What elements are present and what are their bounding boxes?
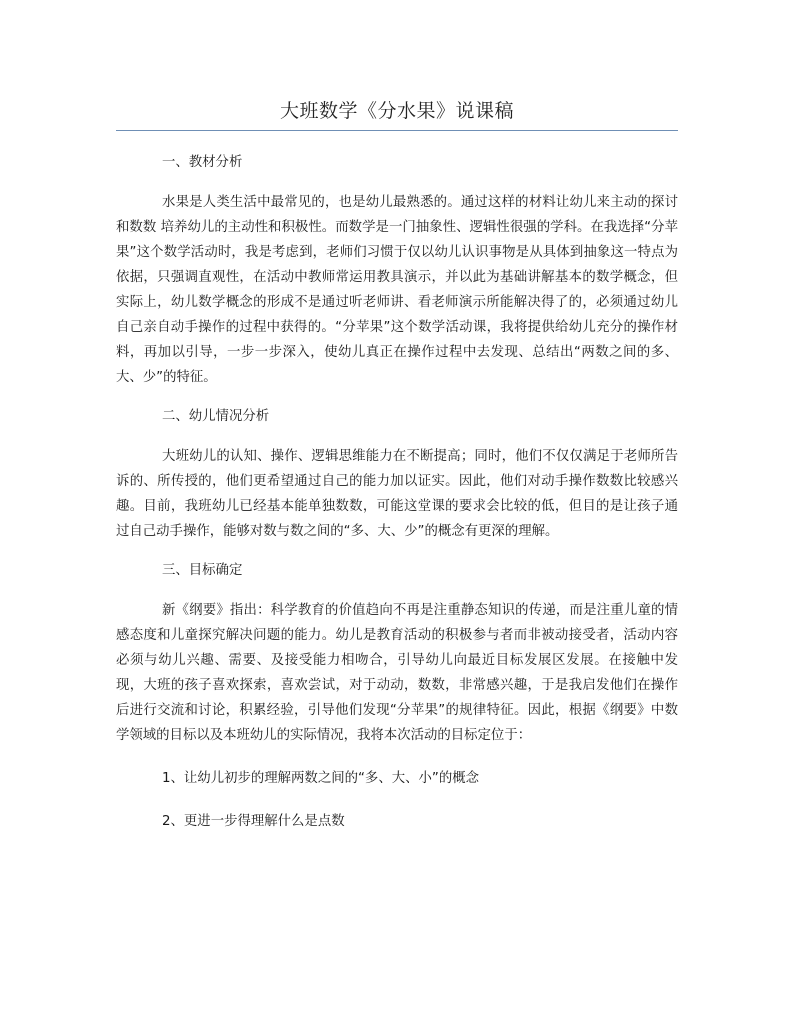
section-paragraph-child-analysis: 大班幼儿的认知、操作、逻辑思维能力在不断提高；同时，他们不仅仅满足于老师所告诉的、所传授的，他们更希望通过自己的能力加以证实。因此，他们对动手操作数数比较感兴趣。目前，我班幼儿已经基本能单独数数，可能这堂课的要求会比较的低，但目的是让孩子通过自己动手操作，能够对数与数之间的“多、大、少”的概念有更深的理解。 [116, 449, 678, 539]
spacer [116, 791, 678, 809]
document-body [116, 150, 678, 834]
section-heading-child-analysis: 二、幼儿情况分析 [162, 409, 270, 424]
section-paragraph-goal-setting: 新《纲要》指出：科学教育的价值趋向不再是注重静态知识的传递，而是注重儿童的情感态度和儿童探究解决问题的能力。幼儿是教育活动的积极参与者而非被动接受者，活动内容必须与幼儿兴趣、需要、及接受能力相吻合，引导幼儿向最近目标发展区发展。在接触中发现，大班的孩子喜欢探索，喜欢尝试，对于动动，数数，非常感兴趣，于是我启发他们在操作后进行交流和讨论，积累经验，引导他们发现“分苹果”的规律特征。因此，根据《纲要》中数学领域的目标以及本班幼儿的实际情况，我将本次活动的目标定位于： [116, 603, 678, 743]
section-heading-goal-setting: 三、目标确定 [162, 563, 243, 578]
spacer [116, 544, 678, 558]
goal-item-2: 2、更进一步得理解什么是点数 [162, 814, 345, 829]
spacer [116, 175, 678, 190]
spacer [116, 583, 678, 598]
section-heading-material-analysis: 一、教材分析 [162, 155, 243, 170]
section-paragraph-material-analysis: 水果是人类生活中最常见的，也是幼儿最熟悉的。通过这样的材料让幼儿来主动的探讨和数数 培养幼儿的主动性和积极性。而数学是一门抽象性、逻辑性很强的学科。在我选择“分苹果”这个数学活动时，我是考虑到，老师们习惯于仅以幼儿认识事物是从具体到抽象这一特点为依据，只强调直观性，在活动中教师常运用教具演示，并以此为基础讲解基本的数学概念，但实际上，幼儿数学概念的形成不是通过听老师讲、看老师演示所能解决得了的，必须通过幼儿自己亲自动手操作的过程中获得的。“分苹果”这个数学活动课，我将提供给幼儿充分的操作材料，再加以引导，一步一步深入，使幼儿真正在操作过程中去发现、总结出“两数之间的多、大、少”的特征。 [116, 195, 678, 385]
spacer [116, 390, 678, 404]
spacer [116, 748, 678, 766]
title-block [116, 96, 678, 131]
goal-item-1: 1、让幼儿初步的理解两数之间的“多、大、小”的概念 [162, 771, 479, 786]
spacer [116, 429, 678, 444]
page-title: 大班数学《分水果》说课稿 [279, 100, 514, 122]
